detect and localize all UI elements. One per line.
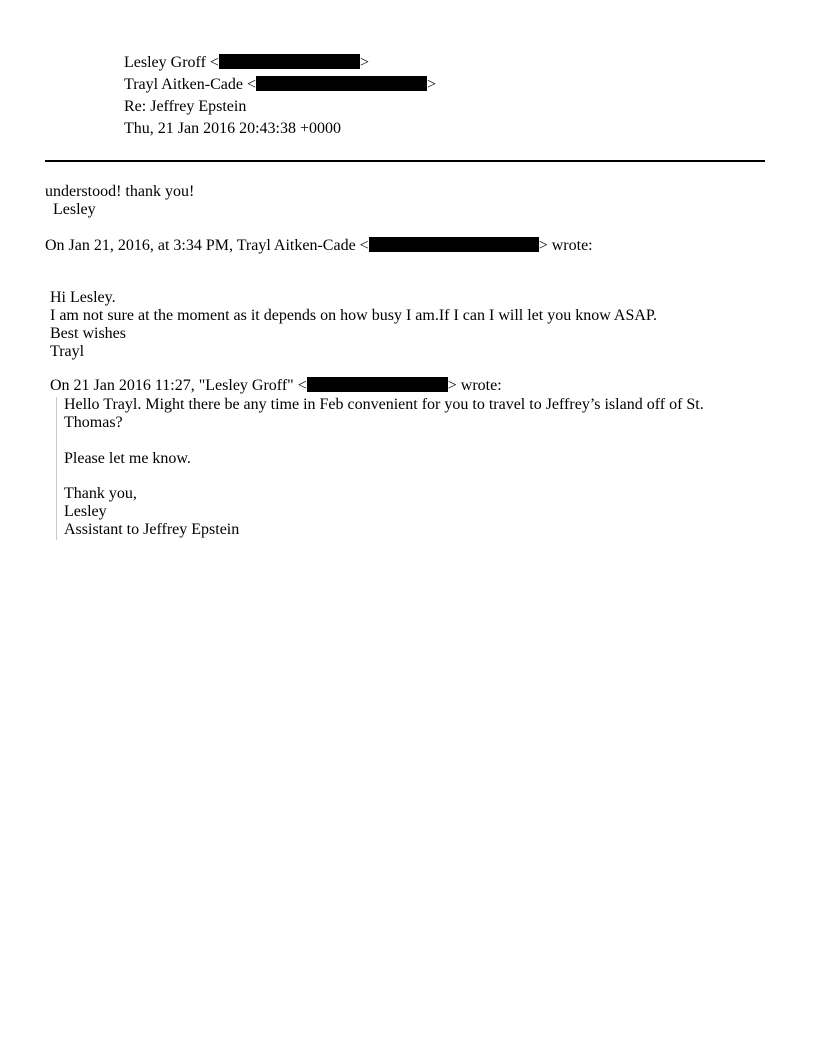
quoted-line: Lesley [64, 503, 107, 520]
to-name: Trayl Aitken-Cade [124, 76, 243, 93]
from-name: Lesley Groff [124, 54, 206, 71]
quoted-line: Assistant to Jeffrey Epstein [64, 521, 240, 538]
redaction-box [369, 237, 539, 252]
redaction-box [307, 377, 448, 392]
quote-bar [56, 397, 57, 540]
redaction-box [256, 76, 427, 91]
message-line: Trayl [50, 343, 85, 360]
to-value: Trayl Aitken-Cade < > [124, 76, 437, 93]
reply-line: understood! thank you! [45, 183, 195, 200]
reply-signature: Lesley [45, 201, 96, 218]
quoted-line: Please let me know. [64, 450, 191, 467]
header-divider [45, 160, 765, 162]
attribution-line: On Jan 21, 2016, at 3:34 PM, Trayl Aitken-Cade < > wrote: [45, 237, 593, 254]
message-line: I am not sure at the moment as it depends on how busy I am.If I can I will let you know ASAP. [50, 307, 658, 324]
quoted-line: Hello Trayl. Might there be any time in Feb convenient for you to travel to Jeffrey’s island off of St. [64, 396, 704, 413]
date-value: Thu, 21 Jan 2016 20:43:38 +0000 [124, 120, 342, 137]
quoted-line: Thomas? [64, 414, 123, 431]
message-line: Hi Lesley. [50, 289, 116, 306]
subject-value: Re: Jeffrey Epstein [124, 98, 247, 115]
redaction-box [219, 54, 360, 69]
attribution-line: On 21 Jan 2016 11:27, "Lesley Groff" < > wrote: [50, 377, 502, 394]
message-line: Best wishes [50, 325, 126, 342]
from-value: Lesley Groff < > [124, 54, 369, 71]
quoted-line: Thank you, [64, 485, 137, 502]
